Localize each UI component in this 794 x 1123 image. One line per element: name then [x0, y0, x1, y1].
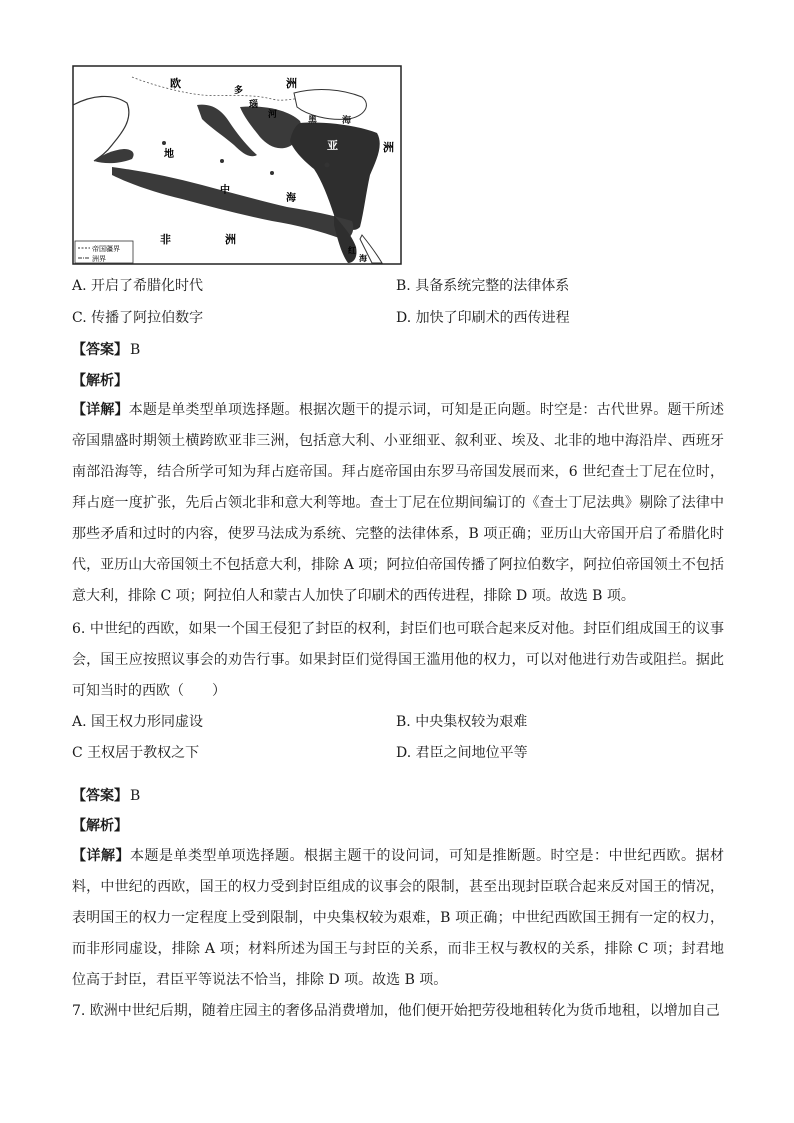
q5-option-a: A. 开启了希腊化时代 [72, 278, 204, 294]
label-red-sea-2: 海 [359, 254, 367, 263]
q5-option-b: B. 具备系统完整的法律体系 [396, 278, 570, 294]
island-sicily [220, 159, 224, 163]
q6-option-a: A. 国王权力形同虚设 [72, 714, 204, 730]
q6-analysis-label: 【解析】 [72, 818, 128, 834]
q5-detail-text: 本题是单类型单项选择题。根据次题干的提示词，可知是正向题。时空是：古代世界。题干所述帝国鼎盛时期领土横跨欧亚非三洲，包括意大利、小亚细亚、叙利亚、埃及、北非的地中海沿岸、西班牙南部沿海等，结合所学可知为拜占庭帝国。拜占庭帝国由东罗马帝国发展而来，6 世纪查士丁尼在位时，拜占庭一度扩张，先后占领北非和意大利等地。查士丁尼在位期间编订的《查士丁尼法典》剔除了法律中那些矛盾和过时的内容，使罗马法成为系统、完整的法律体系，B 项正确；亚历山大帝国开启了希腊化时代，亚历山大帝国领土不包括意大利，排除 A 项；阿拉伯帝国传播了阿拉伯数字，阿拉伯帝国领土不包括意大利，排除 C 项；阿拉伯人和蒙古人加快了印刷术的西传进程，排除 D 项。故选 B 项。 [72, 402, 725, 604]
q5-option-c: C. 传播了阿拉伯数字 [72, 310, 204, 326]
q6-detail-text: 本题是单类型单项选择题。根据主题干的设问词，可知是推断题。时空是：中世纪西欧。据材料，中世纪的西欧，国王的权力受到封臣组成的议事会的限制，甚至出现封臣联合起来反对国王的情况，表明国王的权力一定程度上受到限制，中央集权较为艰难，B 项正确；中世纪西欧国王拥有一定的权力，而非形同虚设，排除 A 项；材料所述为国王与封臣的关系，而非王权与教权的关系，排除 C 项；封君地位高于封臣，君臣平等说法不恰当，排除 D 项。故选 B 项。 [72, 848, 724, 988]
label-europe-2: 洲 [286, 77, 297, 90]
q6-detail-paragraph [72, 841, 724, 996]
q5-answer-line [72, 339, 140, 359]
q5-option-d: D. 加快了印刷术的西传进程 [396, 310, 570, 326]
q5-detail-paragraph [72, 395, 724, 612]
legend-continent-label: 洲界 [92, 255, 106, 263]
label-black-sea-1: 黑 [308, 116, 318, 126]
q5-detail-label: 【详解】 [72, 402, 129, 418]
legend-border-label: 帝国疆界 [92, 245, 120, 253]
label-europe-1: 欧 [170, 77, 181, 90]
q5-analysis-label: 【解析】 [72, 373, 128, 389]
label-africa-1: 非 [160, 233, 171, 246]
q6-detail-label: 【详解】 [72, 848, 130, 864]
q6-stem: 6. 中世纪的西欧，如果一个国王侵犯了封臣的权利，封臣们也可联合起来反对他。封臣们组成国王的议事会，国王应按照议事会的劝告行事。如果封臣们觉得国王滥用他的权力，可以对他进行劝告或阻拦。据此可知当时的西欧（ ） [72, 621, 724, 699]
q6-option-c: C 王权居于教权之下 [72, 745, 200, 761]
label-red-sea-1: 红 [348, 246, 356, 255]
island-sardinia [162, 141, 166, 145]
label-asia-1: 亚 [327, 139, 338, 152]
island-cyprus [325, 163, 330, 168]
label-africa-2: 洲 [225, 233, 236, 246]
label-med-1: 地 [164, 149, 174, 160]
label-med-2: 中 [220, 185, 230, 196]
q6-answer-label: 【答案】 [72, 788, 128, 804]
label-black-sea-2: 海 [342, 116, 352, 126]
q6-option-d: D. 君臣之间地位平等 [396, 745, 528, 761]
q6-option-b: B. 中央集权较为艰难 [396, 714, 528, 730]
island-crete [270, 171, 274, 175]
q7-stem: 7. 欧洲中世纪后期，随着庄园主的奢侈品消费增加，他们便开始把劳役地租转化为货币地租，以增加自己 [72, 1003, 720, 1019]
label-danube-3: 河 [268, 110, 278, 120]
label-med-3: 海 [286, 193, 296, 204]
byzantine-empire-map [72, 65, 402, 265]
label-asia-2: 洲 [383, 141, 394, 154]
q5-answer-value: B [130, 342, 141, 358]
q6-answer-line [72, 785, 140, 805]
q6-answer-value: B [130, 788, 141, 804]
label-danube-1: 多 [234, 86, 244, 96]
map-legend [75, 241, 133, 263]
label-danube-2: 瑙 [249, 100, 259, 110]
q5-answer-label: 【答案】 [72, 342, 128, 358]
